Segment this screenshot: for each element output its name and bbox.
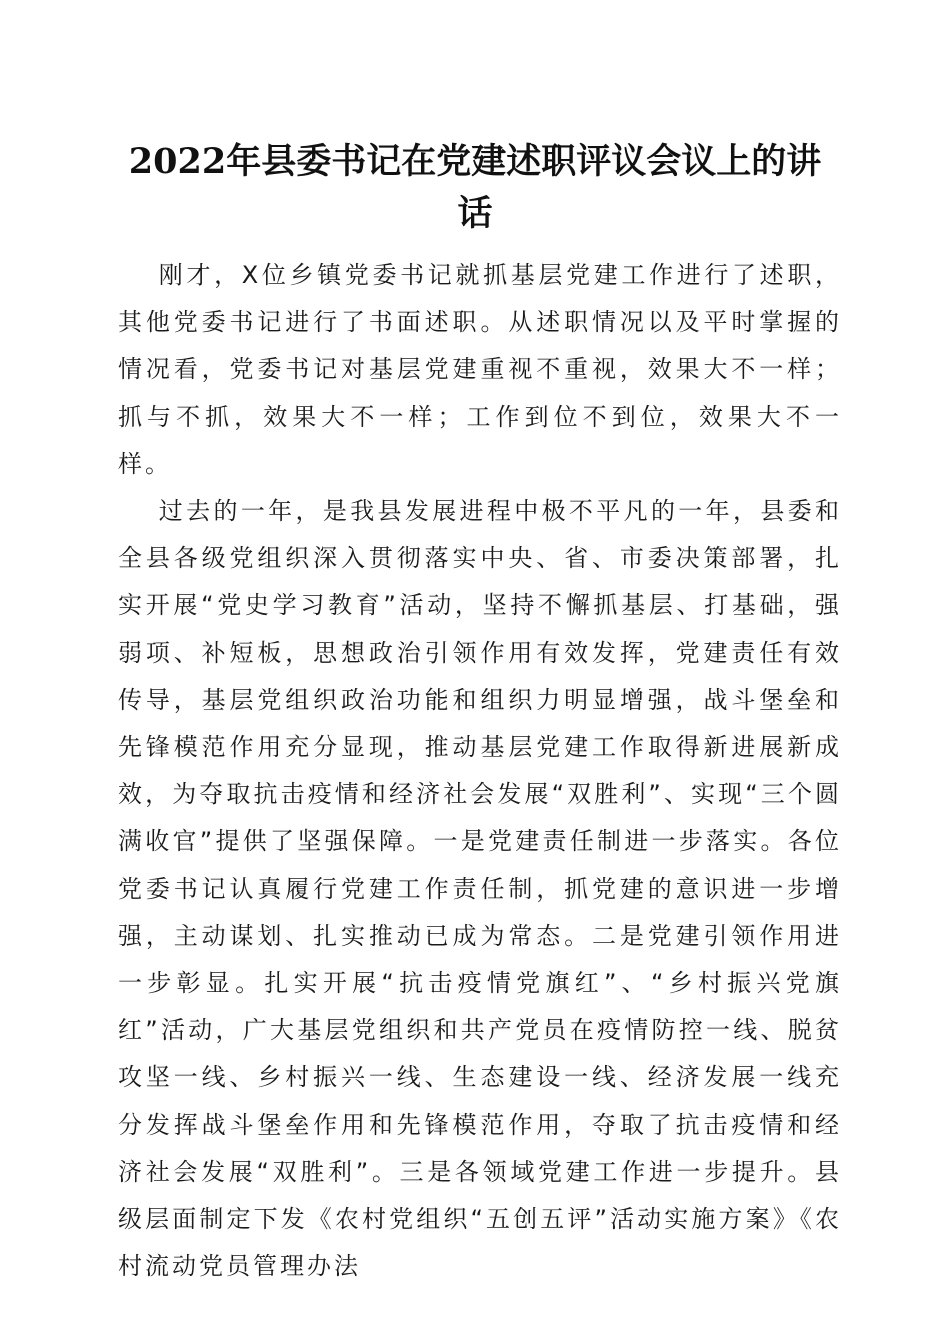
paragraph-intro: 刚才，X位乡镇党委书记就抓基层党建工作进行了述职，其他党委书记进行了书面述职。从述职情况以及平时掌握的情况看，党委书记对基层党建重视不重视，效果大不一样；抓与不抓，效果大不一样；工作到位不到位，效果大不一样。 — [118, 261, 842, 478]
document-body — [118, 252, 842, 1290]
document-title: 2022年县委书记在党建述职评议会议上的讲话 — [128, 141, 822, 234]
paragraph-review: 过去的一年，是我县发展进程中极不平凡的一年，县委和全县各级党组织深入贯彻落实中央、省、市委决策部署，扎实开展“党史学习教育”活动，坚持不懈抓基层、打基础，强弱项、补短板，思想政治引领作用有效发挥，党建责任有效传导，基层党组织政治功能和组织力明显增强，战斗堡垒和先锋模范作用充分显现，推动基层党建工作取得新进展新成效，为夺取抗击疫情和经济社会发展“双胜利”、实现“三个圆满收官”提供了坚强保障。一是党建责任制进一步落实。各位党委书记认真履行党建工作责任制，抓党建的意识进一步增强，主动谋划、扎实推动已成为常态。二是党建引领作用进一步彰显。扎实开展“抗击疫情党旗红”、“乡村振兴党旗红”活动，广大基层党组织和共产党员在疫情防控一线、脱贫攻坚一线、乡村振兴一线、生态建设一线、经济发展一线充分发挥战斗堡垒作用和先锋模范作用，夺取了抗击疫情和经济社会发展“双胜利”。三是各领域党建工作进一步提升。县级层面制定下发《农村党组织“五创五评”活动实施方案》《农村流动党员管理办法 — [118, 497, 842, 1281]
